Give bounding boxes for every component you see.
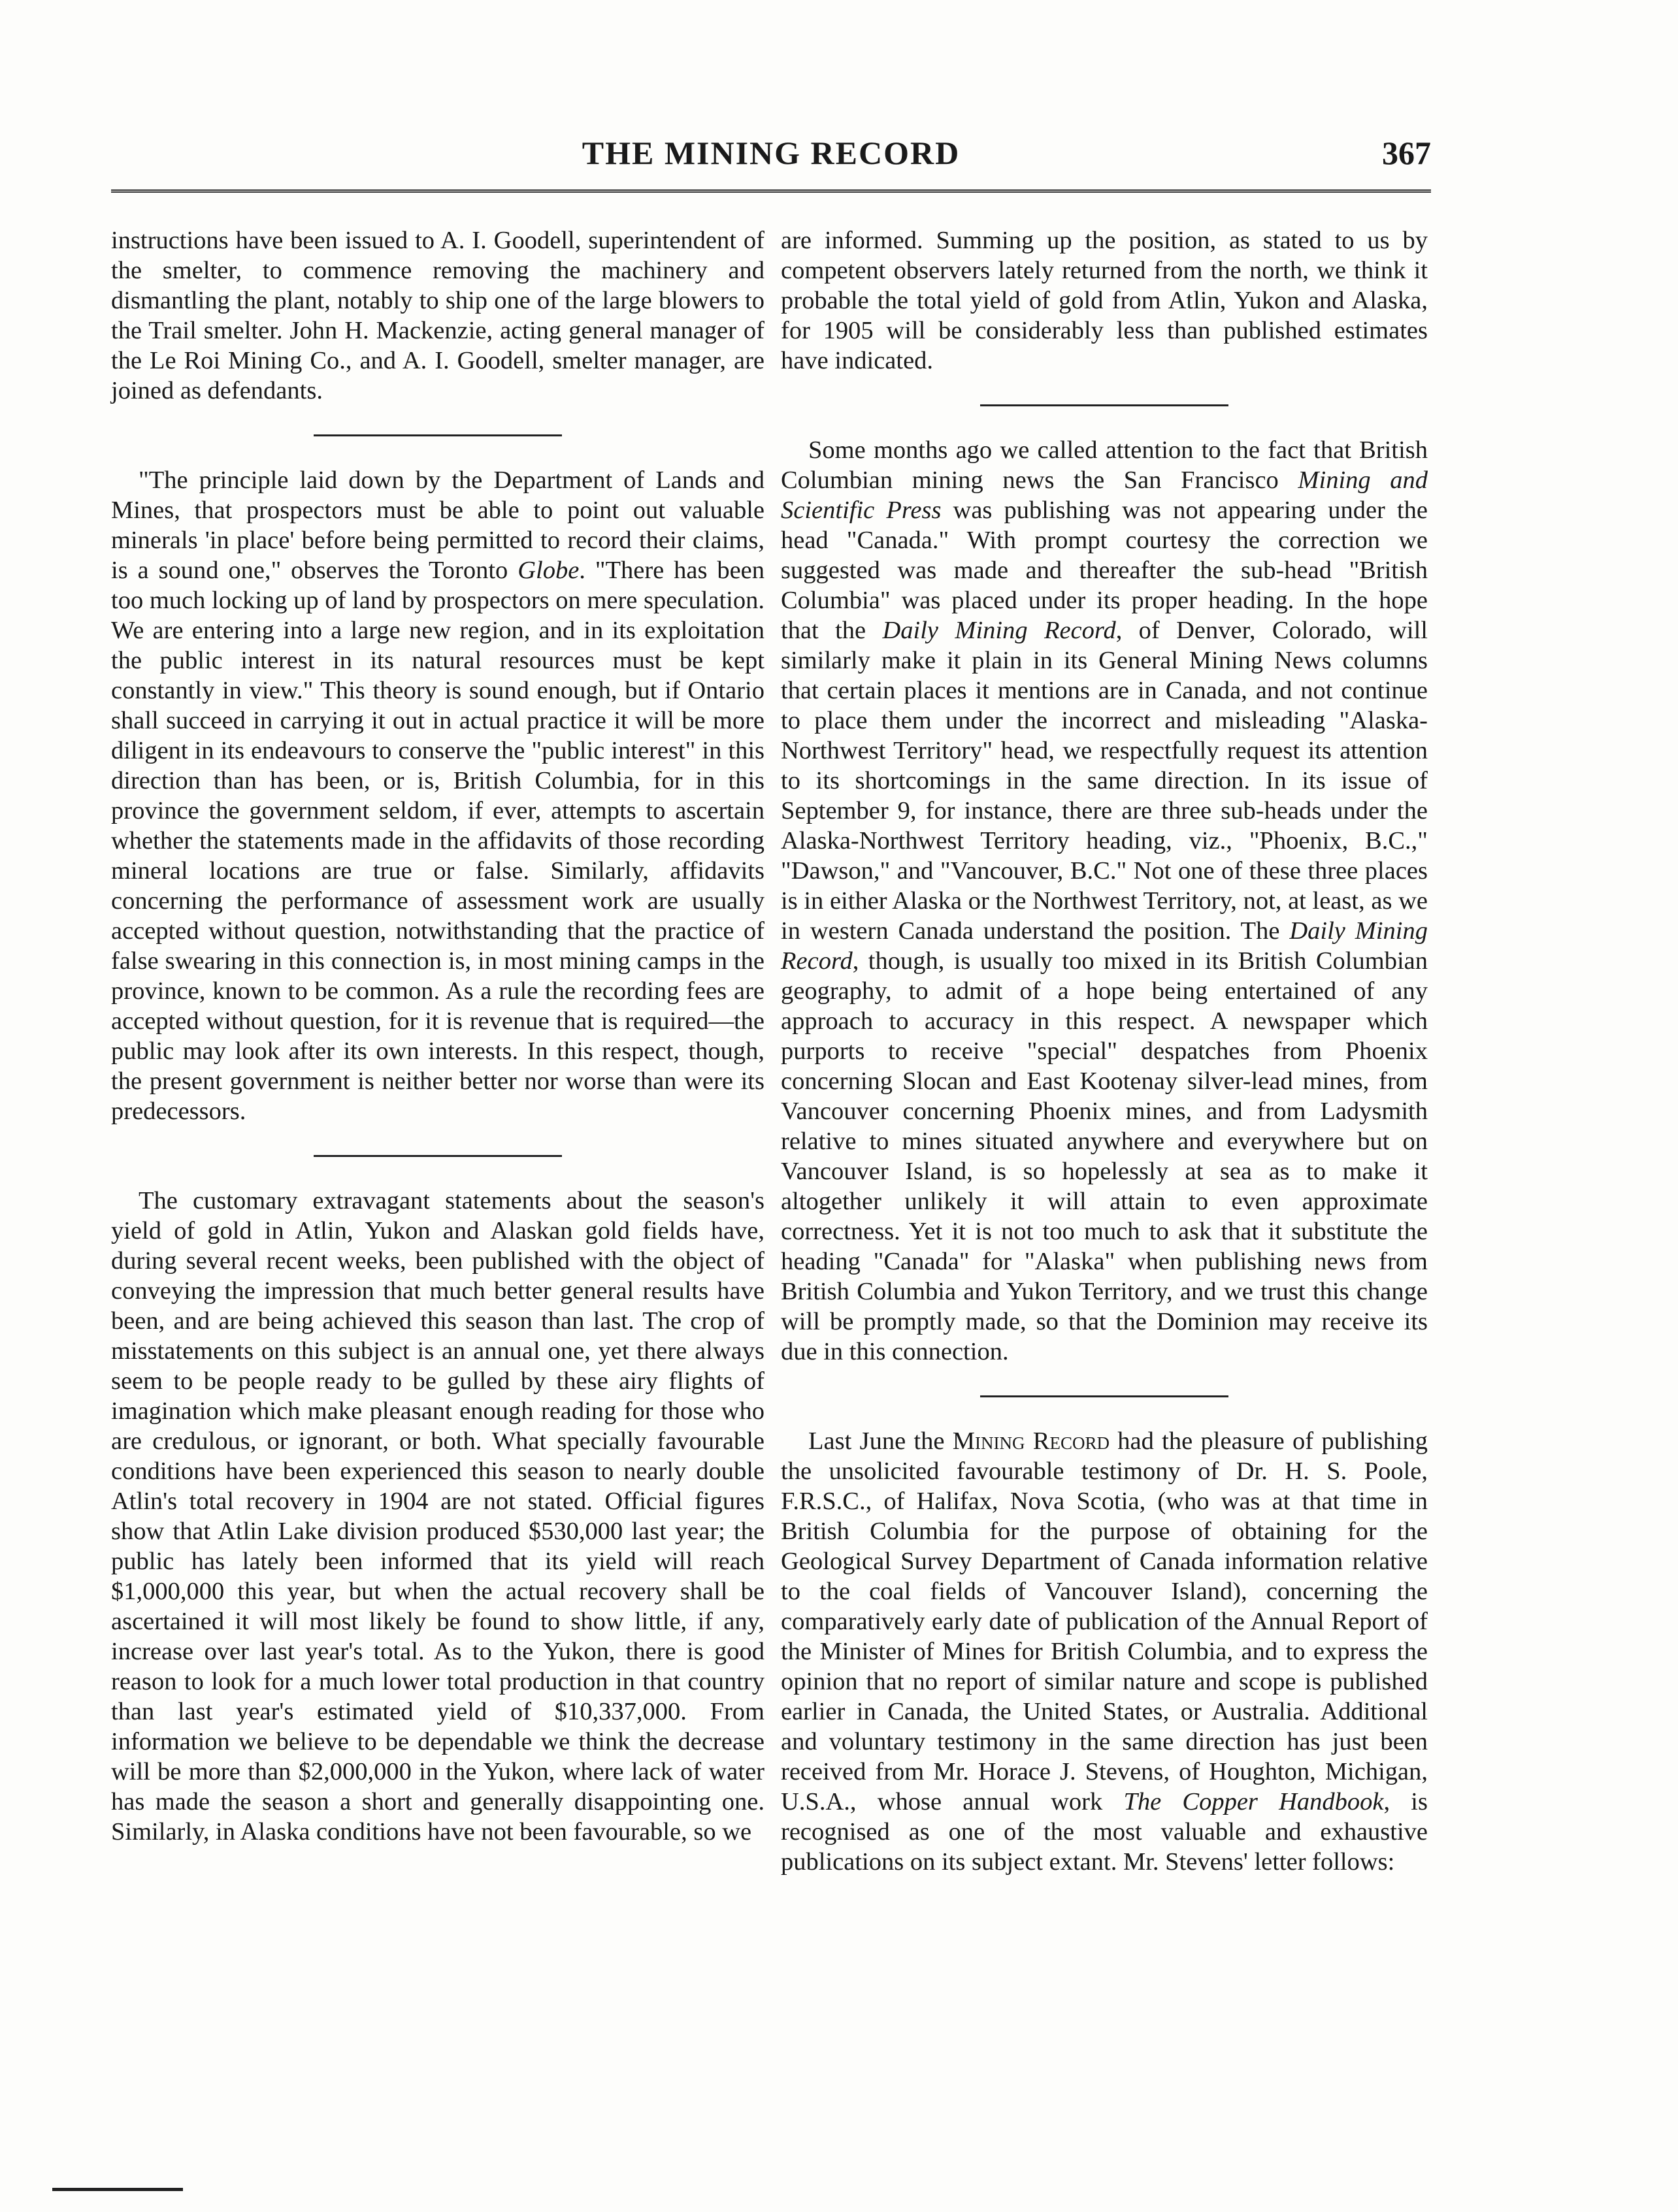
- text-run: . "There has been too much locking up of land by prospectors on mere speculation. We are entering into a large new region, and in its exploitation the public interest in its natural resources must be kept constantly in view." This theory is sound enough, but if Ontario shall succeed in carrying it out in actual practice it will be more diligent in its endeavours to conserve the "public interest" in this direction than has been, or is, British Columbia, for in this province the government seldom, if ever, attempts to ascertain whether the statements made in the affidavits of those recording mineral locations are true or false. Similarly, affidavits concerning the performance of assessment work are usually accepted without question, notwithstanding that the practice of false swearing in this connection is, in most mining camps in the province, known to be common. As a rule the recording fees are accepted without question, for it is revenue that is required—the public may look after its own interests. In this respect, though, the present government is neither better nor worse than were its predecessors.: [111, 557, 765, 1125]
- paragraph-smelter: instructions have been issued to A. I. Goodell, superintendent of the smelter, to commence removing the machinery and dismantling the plant, notably to ship one of the large blowers to the Trail smelter. John H. Mackenzie, acting general manager of the Le Roi Mining Co., and A. I. Goodell, smelter manager, are joined as defendants.: [111, 227, 765, 404]
- text-run: was publishing was not appearing under the head "Canada." With prompt courtesy the correction we suggested was made and thereafter the sub-head "British Columbia" was placed under its proper heading. In the hope that the: [781, 496, 1428, 644]
- text-run: had the pleasure of publishing the unsolicited favourable testimony of Dr. H. S. Poole, F.R.S.C., of Halifax, Nova Scotia, (who was at that time in British Columbia for the purpose of obtaining for the Geological Survey Department of Canada information relative to the coal fields of Vancouver Island), concerning the comparatively early date of publication of the Annual Report of the Minister of Mines for British Columbia, and to express the opinion that no report of similar nature and scope is published earlier in Canada, the United States, or Australia. Additional and voluntary testimony in the same direction has just been received from Mr. Horace J. Stevens, of Houghton, Michigan, U.S.A., whose annual work: [781, 1427, 1428, 1815]
- paragraph-prospectors: [111, 465, 765, 1126]
- text-run: , though, is usually too mixed in its British Columbian geography, to admit of a hope being entertained of any approach to accuracy in this respect. A newspaper which purports to receive "special" despatches from Phoenix concerning Slocan and East Kootenay silver-lead mines, from Vancouver concerning Phoenix mines, and from Ladysmith relative to mines situated anywhere and everywhere but on Vancouver Island, is so hopelessly at sea as to make it altogether unlikely it will attain to even approximate correctness. Yet it is not too much to ask that it substitute the heading "Canada" for "Alaska" when publishing news from British Columbia and Yukon Territory, and we trust this change will be promptly made, so that the Dominion may receive its due in this connection.: [781, 947, 1428, 1365]
- page-number: 367: [1382, 135, 1431, 171]
- section-divider: [314, 434, 562, 436]
- text-run: Last June the: [808, 1427, 953, 1455]
- publication-title: Mining Record: [952, 1427, 1110, 1455]
- paragraph-gold-yield: The customary extravagant statements about the season's yield of gold in Atlin, Yukon and Alaskan gold fields have, during several recent weeks, been published with the object of conveying the impression that much better general results have been, and are being achieved this season than last. The crop of misstatements on this subject is an annual one, yet there always seem to be people ready to be gulled by these airy flights of imagination which make pleasant enough reading for those who are credulous, or ignorant, or both. What specially favourable conditions have been experienced this season to nearly double Atlin's total recovery in 1904 are not stated. Official figures show that Atlin Lake division produced $530,000 last year; the public has lately been informed that its yield will reach $1,000,000 this year, but when the actual recovery shall be ascertained it will most likely be found to show little, if any, increase over last year's total. As to the Yukon, there is good reason to look for a much lower total production in that country than last year's estimated yield of $10,337,000. From information we believe to be dependable we think the decrease will be more than $2,000,000 in the Yukon, where lack of water has made the season a short and generally disappointing one. Similarly, in Alaska conditions have not been favourable, so we: [111, 1187, 765, 1846]
- section-divider: [980, 1395, 1228, 1397]
- text-run: , is recognised as one of the most valuable and exhaustive publications on its subject extant. Mr. Stevens' letter follows:: [781, 1788, 1428, 1876]
- publication-title: Globe: [518, 557, 580, 584]
- publication-title: Daily Mining Record: [781, 917, 1428, 975]
- text-run: "The principle laid down by the Department of Lands and Mines, that prospectors must be able to point out valuable minerals 'in place' before being permitted to record their claims, is a sound one," observes the Toronto: [111, 466, 765, 584]
- left-column: [111, 225, 765, 2172]
- publication-title: Daily Mining Record: [882, 617, 1116, 644]
- section-divider: [980, 404, 1228, 406]
- publication-title: The Copper Handbook: [1123, 1788, 1384, 1815]
- text-run: , of Denver, Colorado, will similarly make it plain in its General Mining News columns that certain places it mentions are in Canada, and not continue to place them under the incorrect and misleading "Alaska-Northwest Territory" head, we respectfully request its attention to its shortcomings in the same direction. In its issue of September 9, for instance, there are three sub-heads under the Alaska-Northwest Territory heading, viz., "Phoenix, B.C.," "Dawson," and "Vancouver, B.C." Not one of these three places is in either Alaska or the Northwest Territory, not, at least, as we in western Canada understand the position. The: [781, 617, 1428, 945]
- running-title: THE MINING RECORD: [582, 135, 961, 171]
- footer-rule: [52, 2188, 183, 2191]
- publication-title: Mining and Scientific Press: [781, 466, 1428, 524]
- text-run: Some months ago we called attention to the fact that British Columbian mining news the San Francisco: [781, 436, 1428, 494]
- paragraph-summing-up: are informed. Summing up the position, as stated to us by competent observers lately returned from the north, we think it probable the total yield of gold from Atlin, Yukon and Alaska, for 1905 will be considerably less than published estimates have indicated.: [781, 227, 1428, 374]
- paragraph-canada-heading: [781, 435, 1428, 1367]
- right-column: [781, 225, 1428, 2172]
- paragraph-testimony: [781, 1426, 1428, 1877]
- page-header: [111, 134, 1431, 180]
- header-rule: [111, 189, 1431, 193]
- section-divider: [314, 1155, 562, 1157]
